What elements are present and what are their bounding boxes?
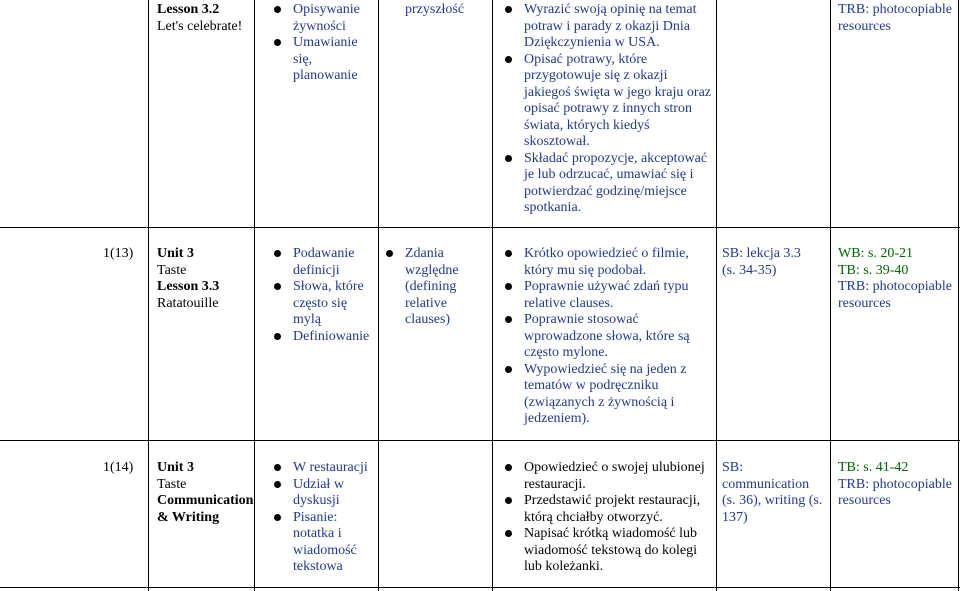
- list-item: Wyrazić swoją opinię na temat potraw i parady z okazji Dnia Dziękczynienia w USA.: [499, 2, 711, 52]
- objectives-cell: [499, 246, 711, 428]
- skills-cell: [268, 460, 376, 576]
- row-number: 1(14): [103, 460, 134, 475]
- column-divider: [830, 0, 831, 591]
- grammar-cell: [405, 2, 490, 19]
- list-item: Słowa, które często się mylą: [268, 279, 376, 329]
- skills-list: [268, 460, 376, 576]
- row-number: 1(13): [103, 246, 134, 261]
- homework-teachers-book: TB: s. 41-42: [838, 460, 909, 475]
- objectives-list: [499, 2, 711, 217]
- list-item: Krótko opowiedzieć o filmie, który mu się podobał.: [499, 246, 711, 279]
- skills-cell: [268, 2, 376, 85]
- column-divider: [254, 0, 255, 591]
- objectives-list: [499, 460, 711, 576]
- materials-cell: [722, 460, 824, 526]
- skills-cell: [268, 246, 376, 345]
- lesson-title: Let's celebrate!: [157, 18, 243, 34]
- list-item: Podawanie definicji: [268, 246, 376, 279]
- list-item: Zdania względne (defining relative clauses): [380, 246, 480, 329]
- list-item: Przedstawić projekt restauracji, którą chciałby otworzyć.: [499, 493, 711, 526]
- list-item: Napisać krótką wiadomość lub wiadomość tekstową do kolegi lub koleżanki.: [499, 526, 711, 576]
- homework-cell: [838, 2, 956, 35]
- homework-workbook: WB: s. 20-21: [838, 246, 914, 261]
- homework-resources: TRB: photocopiable resources: [838, 279, 952, 311]
- skills-list: [268, 2, 376, 85]
- row-divider: [0, 587, 960, 588]
- skills-list: [268, 246, 376, 345]
- list-item: Składać propozycje, akceptować je lub odrzucać, umawiać się i potwierdzać godzinę/miejsce spotkania.: [499, 151, 711, 217]
- unit-label: Unit 3: [157, 246, 194, 261]
- homework-resources: TRB: photocopiable resources: [838, 476, 952, 508]
- list-item: Definiowanie: [268, 329, 376, 346]
- homework-text: TRB: photocopiable resources: [838, 2, 952, 34]
- lesson-title: Communication & Writing: [157, 493, 254, 525]
- list-item: Udział w dyskusji: [268, 477, 376, 510]
- column-divider: [716, 0, 717, 591]
- lesson-title: Ratatouille: [157, 295, 219, 311]
- materials-text: SB: communication (s. 36), writing (s. 137): [722, 460, 823, 525]
- list-item: Wypowiedzieć się na jeden z tematów w podręczniku (związanych z żywnością i jedzeniem).: [499, 362, 711, 428]
- lesson-number: Lesson 3.3: [157, 279, 220, 294]
- homework-teachers-book: TB: s. 39-40: [838, 262, 909, 278]
- unit-label: Unit 3: [157, 460, 194, 475]
- materials-cell: [722, 246, 826, 279]
- row-divider: [0, 227, 960, 228]
- lesson-cell: [157, 460, 252, 526]
- homework-cell: [838, 460, 956, 510]
- row-divider: [0, 440, 960, 441]
- column-divider: [492, 0, 493, 591]
- objectives-cell: [499, 2, 711, 217]
- list-item: Opowiedzieć o swojej ulubionej restauracji.: [499, 460, 711, 493]
- list-item: W restauracji: [268, 460, 376, 477]
- list-item: Poprawnie stosować wprowadzone słowa, które są często mylone.: [499, 312, 711, 362]
- topic-label: Taste: [157, 476, 187, 492]
- list-item: Pisanie: notatka i wiadomość tekstowa: [268, 510, 376, 576]
- objectives-list: [499, 246, 711, 428]
- column-divider: [148, 0, 149, 591]
- lesson-cell: [157, 2, 252, 35]
- list-item: Umawianie się, planowanie: [268, 35, 376, 85]
- list-item: Opisać potrawy, które przygotowuje się z okazji jakiegoś święta w jego kraju oraz opisać potrawy z innych stron świata, których kiedyś skosztował.: [499, 52, 711, 151]
- materials-pages: (s. 34-35): [722, 262, 777, 278]
- list-item: Opisywanie żywności: [268, 2, 376, 35]
- column-divider: [958, 0, 959, 591]
- objectives-cell: [499, 460, 711, 576]
- grammar-text: przyszłość: [405, 2, 465, 17]
- grammar-cell: [380, 246, 480, 329]
- materials-text: SB: lekcja 3.3: [722, 246, 801, 261]
- grammar-list: [380, 246, 480, 329]
- homework-cell: [838, 246, 956, 312]
- lesson-number: Lesson 3.2: [157, 2, 220, 17]
- lesson-cell: [157, 246, 252, 312]
- list-item: Poprawnie używać zdań typu relative clauses.: [499, 279, 711, 312]
- topic-label: Taste: [157, 262, 187, 278]
- column-divider: [378, 0, 379, 591]
